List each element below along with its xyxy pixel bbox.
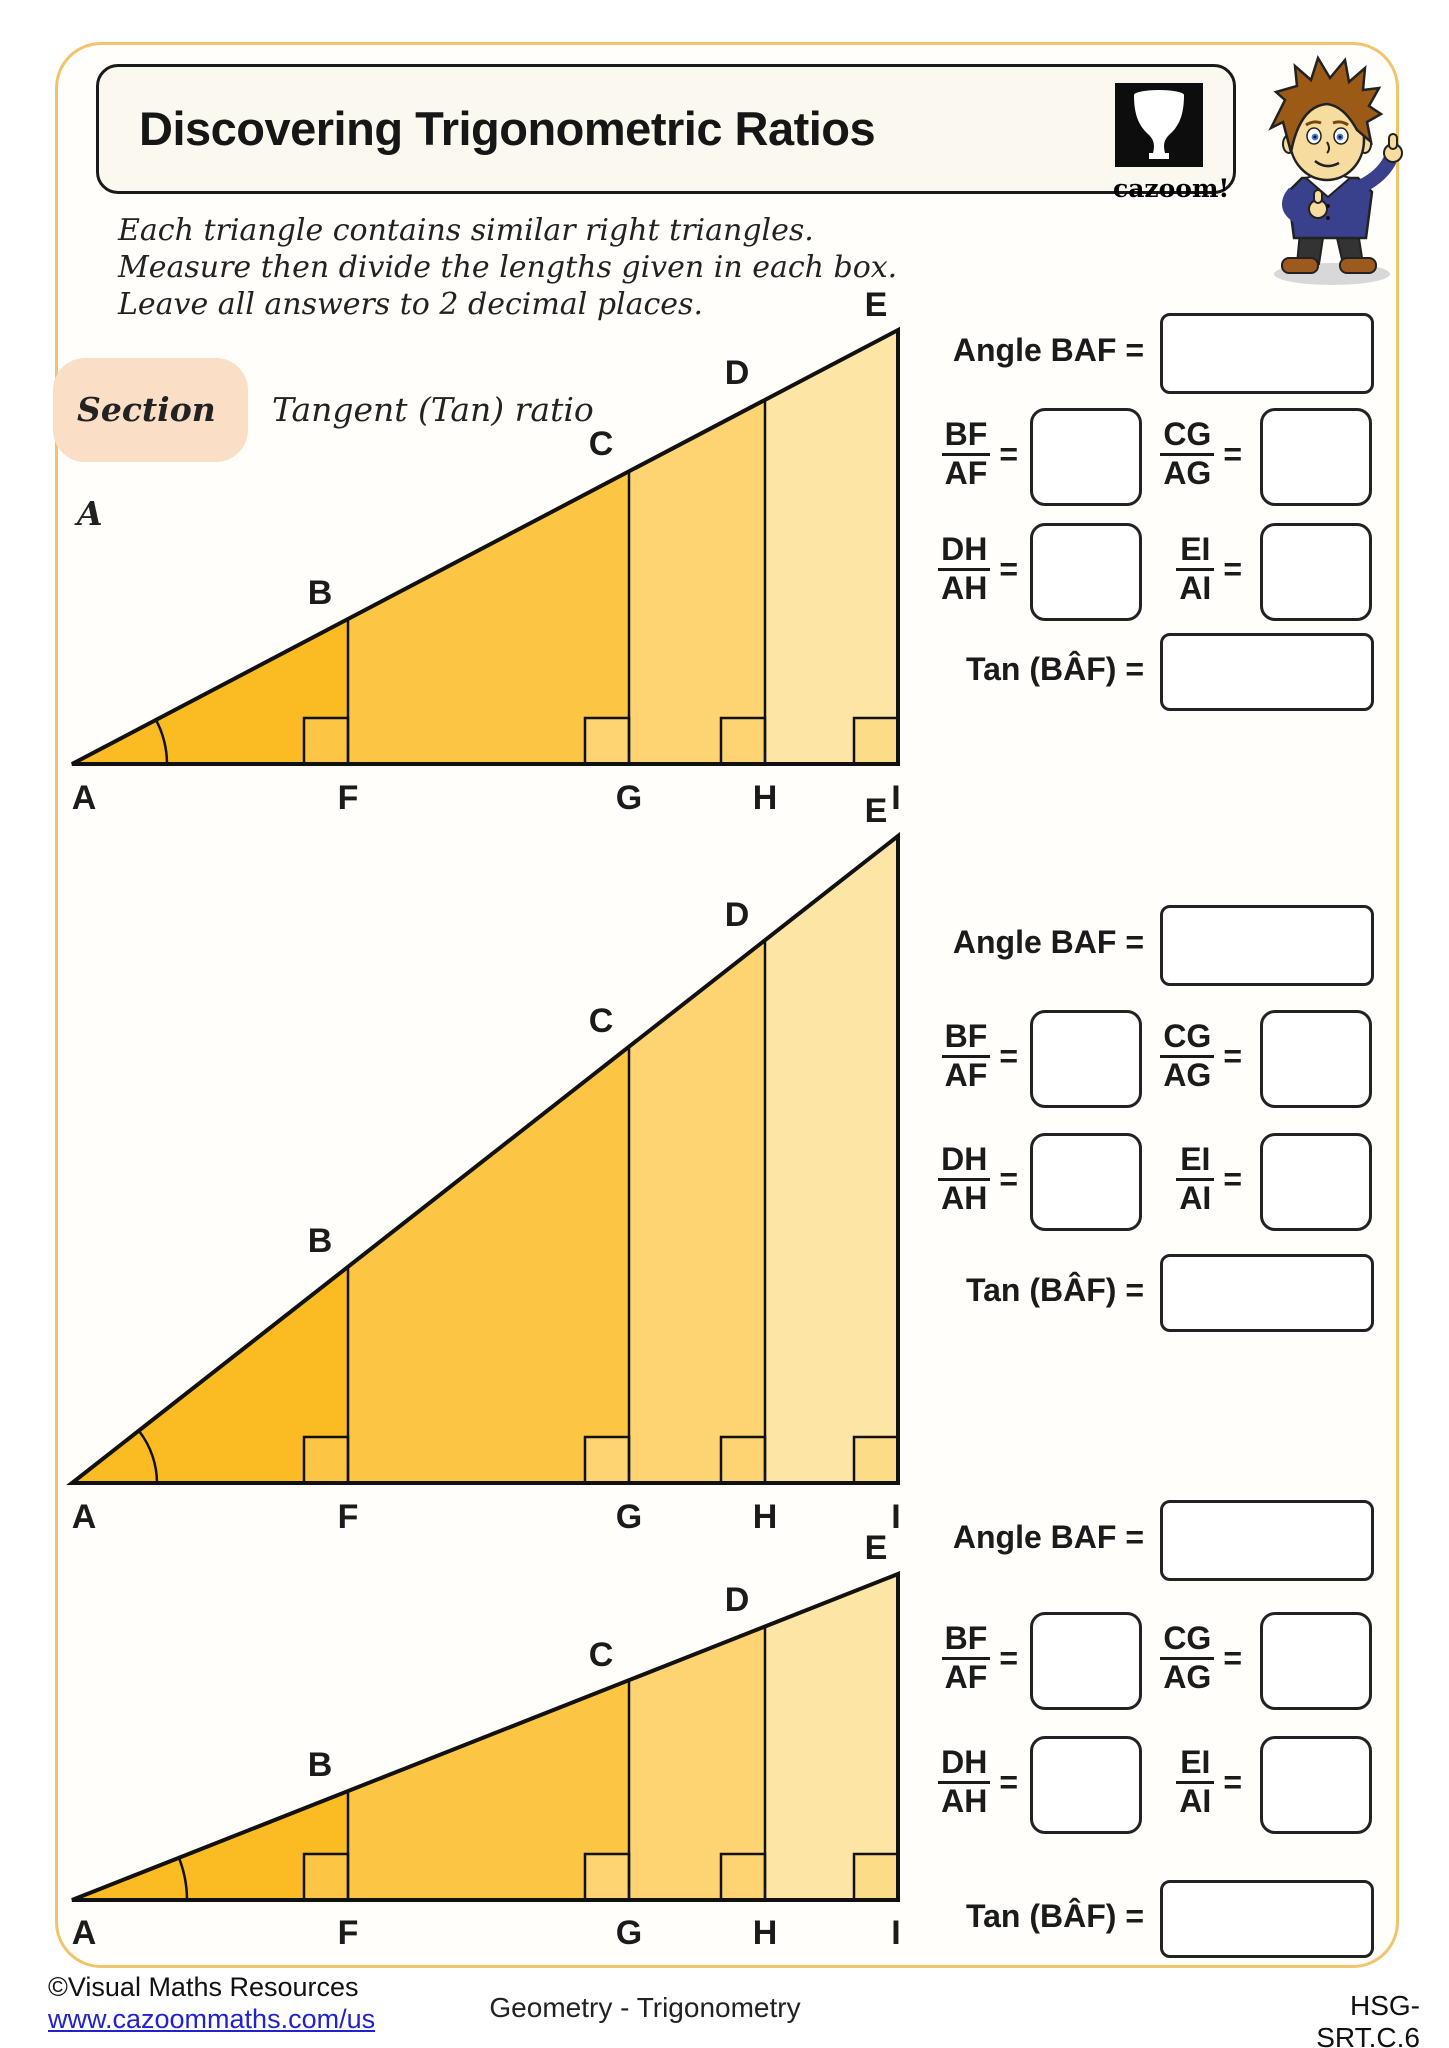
frac-num: BF bbox=[944, 1619, 988, 1656]
t1-tan-baf-answer-box[interactable] bbox=[1160, 633, 1374, 711]
t1-ei-ai-answer-box[interactable] bbox=[1260, 523, 1372, 621]
vertex-label-f: F bbox=[337, 1914, 359, 1952]
t1-angle-baf-answer-box[interactable] bbox=[1160, 313, 1374, 394]
vertex-label-b: B bbox=[307, 574, 333, 612]
vertex-label-h: H bbox=[752, 779, 778, 817]
vertex-label-g: G bbox=[615, 1498, 643, 1536]
vertex-label-e: E bbox=[864, 1529, 888, 1567]
vertex-label-d: D bbox=[724, 896, 750, 934]
vertex-label-h: H bbox=[752, 1498, 778, 1536]
triangle-1 bbox=[72, 286, 901, 817]
mascot-character bbox=[1245, 50, 1415, 290]
frac-den: AG bbox=[1160, 1657, 1214, 1696]
vertex-label-e: E bbox=[864, 792, 888, 830]
right-angle-mark bbox=[721, 1437, 765, 1483]
t3-frac-cg-ag bbox=[1146, 1612, 1242, 1704]
instruction-line-3: Leave all answers to 2 decimal places. bbox=[118, 287, 703, 322]
footer-copyright: ©Visual Maths Resources bbox=[48, 1972, 359, 2002]
t3-dh-ah-answer-box[interactable] bbox=[1030, 1736, 1142, 1834]
right-angle-mark bbox=[304, 1854, 348, 1900]
vertex-label-c: C bbox=[588, 425, 614, 463]
t3-angle-baf-answer-box[interactable] bbox=[1160, 1500, 1374, 1581]
right-angle-mark bbox=[585, 718, 629, 764]
angle-baf-label-3: Angle BAF = bbox=[952, 1519, 1144, 1555]
vertex-label-d: D bbox=[724, 354, 750, 392]
triangle-2 bbox=[72, 792, 901, 1536]
t3-ei-ai-answer-box[interactable] bbox=[1260, 1736, 1372, 1834]
t2-cg-ag-answer-box[interactable] bbox=[1260, 1010, 1372, 1108]
tan-baf-label-1: Tan (BÂF) = bbox=[965, 651, 1144, 687]
triangle-3 bbox=[72, 1529, 901, 1952]
t3-frac-bf-af bbox=[930, 1612, 1018, 1704]
right-angle-mark bbox=[721, 718, 765, 764]
right-angle-mark bbox=[854, 1854, 898, 1900]
frac-num: EI bbox=[1180, 1140, 1211, 1177]
frac-den: AH bbox=[938, 568, 990, 607]
t2-angle-baf-answer-box[interactable] bbox=[1160, 905, 1374, 986]
vertex-label-a: A bbox=[71, 779, 97, 817]
t2-dh-ah-answer-box[interactable] bbox=[1030, 1133, 1142, 1231]
frac-num: EI bbox=[1180, 1743, 1211, 1780]
equals-sign: = bbox=[1223, 1763, 1242, 1800]
frac-num: EI bbox=[1180, 530, 1211, 567]
equals-sign: = bbox=[1223, 435, 1242, 472]
frac-num: DH bbox=[941, 1743, 988, 1780]
equals-sign: = bbox=[1223, 550, 1242, 587]
vertex-label-f: F bbox=[337, 1498, 359, 1536]
right-angle-mark bbox=[585, 1854, 629, 1900]
t2-frac-cg-ag bbox=[1146, 1010, 1242, 1102]
right-angle-mark bbox=[854, 1437, 898, 1483]
t1-bf-af-answer-box[interactable] bbox=[1030, 408, 1142, 506]
right-angle-mark bbox=[721, 1854, 765, 1900]
frac-num: DH bbox=[941, 1140, 988, 1177]
page-title: Discovering Trigonometric Ratios bbox=[139, 102, 876, 155]
frac-num: CG bbox=[1163, 1619, 1212, 1656]
vertex-label-a: A bbox=[71, 1914, 97, 1952]
footer-standard-code: HSG-SRT.C.6 bbox=[1316, 1990, 1420, 2048]
frac-num: BF bbox=[944, 415, 988, 452]
t3-frac-ei-ai bbox=[1146, 1736, 1242, 1828]
section-topic: Tangent (Tan) ratio bbox=[272, 390, 594, 429]
tan-baf-label-3: Tan (BÂF) = bbox=[965, 1898, 1144, 1934]
frac-den: AG bbox=[1160, 453, 1214, 492]
right-angle-mark bbox=[304, 718, 348, 764]
t2-frac-ei-ai bbox=[1146, 1133, 1242, 1225]
t2-frac-bf-af bbox=[930, 1010, 1018, 1102]
frac-den: AH bbox=[938, 1781, 990, 1820]
vertex-label-a: A bbox=[71, 1498, 97, 1536]
t1-frac-bf-af bbox=[930, 408, 1018, 500]
t3-frac-dh-ah bbox=[930, 1736, 1018, 1828]
t3-tan-baf-answer-box[interactable] bbox=[1160, 1880, 1374, 1958]
frac-num: CG bbox=[1163, 415, 1212, 452]
right-angle-mark bbox=[304, 1437, 348, 1483]
equals-sign: = bbox=[999, 550, 1018, 587]
t1-cg-ag-answer-box[interactable] bbox=[1260, 408, 1372, 506]
frac-den: AF bbox=[942, 1657, 991, 1696]
frac-den: AI bbox=[1176, 568, 1214, 607]
t3-cg-ag-answer-box[interactable] bbox=[1260, 1612, 1372, 1710]
section-badge-label: Section A bbox=[77, 390, 216, 533]
frac-den: AF bbox=[942, 453, 991, 492]
equals-sign: = bbox=[999, 1037, 1018, 1074]
equals-sign: = bbox=[999, 1160, 1018, 1197]
angle-baf-label-2: Angle BAF = bbox=[952, 924, 1144, 960]
equals-sign: = bbox=[999, 435, 1018, 472]
vertex-label-c: C bbox=[588, 1636, 614, 1674]
vertex-label-g: G bbox=[615, 779, 643, 817]
frac-den: AI bbox=[1176, 1178, 1214, 1217]
vertex-label-c: C bbox=[588, 1002, 614, 1040]
equals-sign: = bbox=[1223, 1037, 1242, 1074]
right-angle-mark bbox=[585, 1437, 629, 1483]
frac-den: AH bbox=[938, 1178, 990, 1217]
frac-num: DH bbox=[941, 530, 988, 567]
vertex-label-i: I bbox=[891, 779, 901, 817]
t1-frac-cg-ag bbox=[1146, 408, 1242, 500]
t3-bf-af-answer-box[interactable] bbox=[1030, 1612, 1142, 1710]
vertex-label-i: I bbox=[891, 1498, 901, 1536]
cazoom-logo-text: cazoom! bbox=[1113, 174, 1230, 203]
instruction-line-1: Each triangle contains similar right triangles. bbox=[118, 213, 814, 248]
tan-baf-label-2: Tan (BÂF) = bbox=[965, 1272, 1144, 1308]
instruction-line-2: Measure then divide the lengths given in each box. bbox=[118, 250, 898, 285]
equals-sign: = bbox=[1223, 1639, 1242, 1676]
footer-link[interactable]: www.cazoommaths.com/us bbox=[48, 2004, 376, 2034]
vertex-label-b: B bbox=[307, 1746, 333, 1784]
t2-bf-af-answer-box[interactable] bbox=[1030, 1010, 1142, 1108]
t2-ei-ai-answer-box[interactable] bbox=[1260, 1133, 1372, 1231]
frac-den: AG bbox=[1160, 1055, 1214, 1094]
angle-baf-label-1: Angle BAF = bbox=[952, 332, 1144, 368]
footer-topic: Geometry - Trigonometry bbox=[489, 1992, 801, 2023]
t1-frac-dh-ah bbox=[930, 523, 1018, 615]
frac-den: AI bbox=[1176, 1781, 1214, 1820]
equals-sign: = bbox=[1223, 1160, 1242, 1197]
vertex-label-i: I bbox=[891, 1914, 901, 1952]
t1-frac-ei-ai bbox=[1146, 523, 1242, 615]
equals-sign: = bbox=[999, 1639, 1018, 1676]
vertex-label-h: H bbox=[752, 1914, 778, 1952]
frac-num: CG bbox=[1163, 1017, 1212, 1054]
vertex-label-b: B bbox=[307, 1222, 333, 1260]
t2-frac-dh-ah bbox=[930, 1133, 1018, 1225]
vertex-label-d: D bbox=[724, 1581, 750, 1619]
frac-den: AF bbox=[942, 1055, 991, 1094]
vertex-label-g: G bbox=[615, 1914, 643, 1952]
vertex-label-e: E bbox=[864, 286, 888, 324]
right-angle-mark bbox=[854, 718, 898, 764]
vertex-label-f: F bbox=[337, 779, 359, 817]
equals-sign: = bbox=[999, 1763, 1018, 1800]
t2-tan-baf-answer-box[interactable] bbox=[1160, 1254, 1374, 1332]
t1-dh-ah-answer-box[interactable] bbox=[1030, 523, 1142, 621]
frac-num: BF bbox=[944, 1017, 988, 1054]
